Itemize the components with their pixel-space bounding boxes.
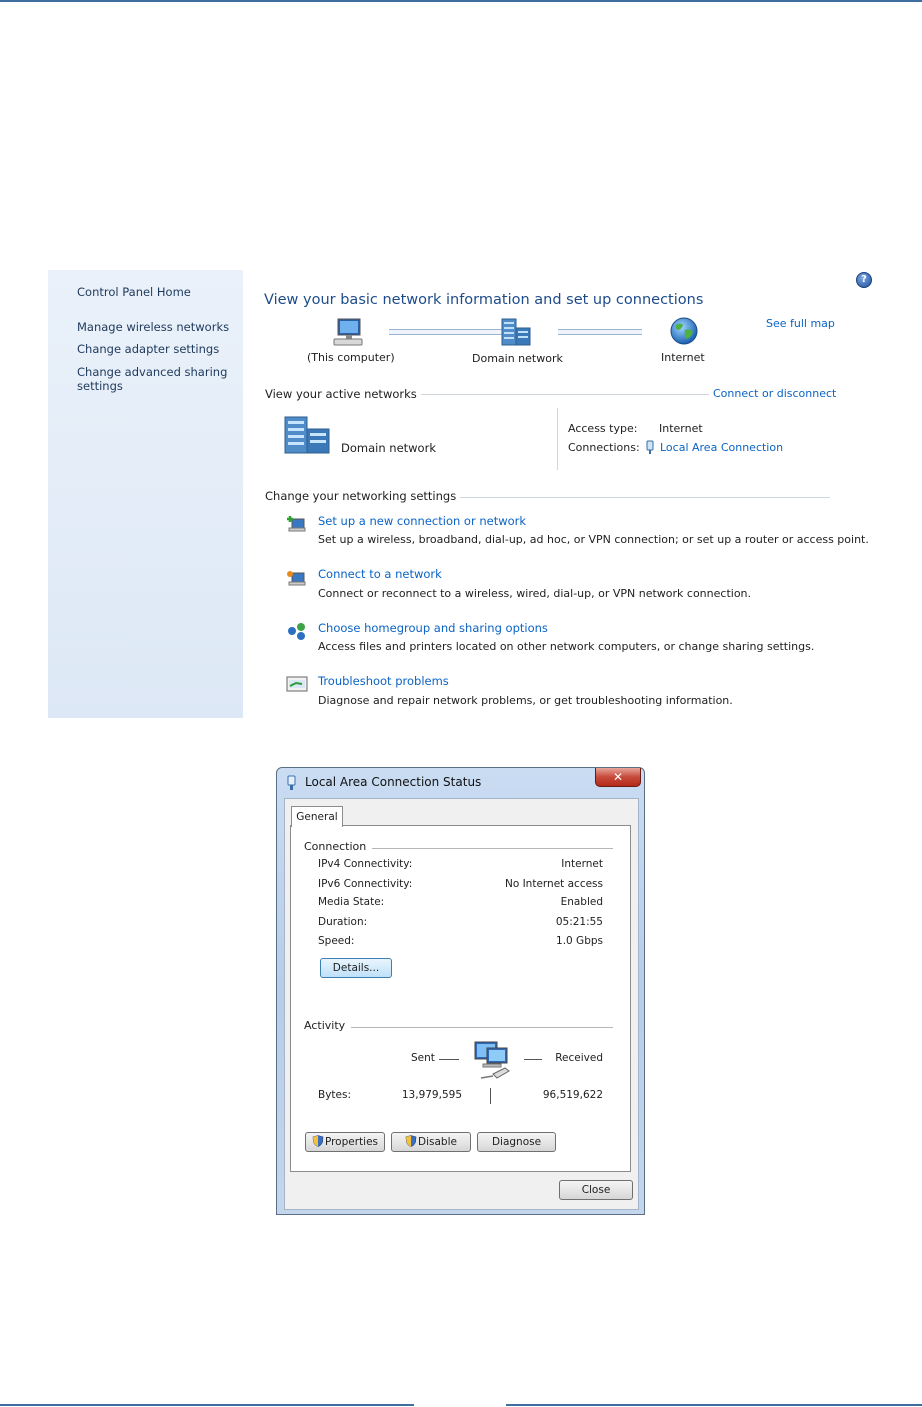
- ipv4-label: IPv4 Connectivity:: [318, 858, 413, 870]
- ipv6-value: No Internet access: [504, 878, 603, 890]
- details-button[interactable]: Details...: [320, 958, 392, 978]
- ethernet-plug-icon: [646, 440, 654, 455]
- access-type-value: Internet: [659, 422, 703, 435]
- ipv6-label: IPv6 Connectivity:: [318, 878, 413, 890]
- activity-group-heading: Activity: [304, 1019, 351, 1032]
- map-connector: [389, 329, 502, 335]
- uac-shield-icon: [405, 1135, 417, 1147]
- task-connect-network-desc: Connect or reconnect to a wireless, wired, dial-up, or VPN network connection.: [318, 587, 752, 600]
- see-full-map-link[interactable]: See full map: [766, 317, 835, 330]
- disable-button[interactable]: [391, 1132, 471, 1152]
- connections-label: Connections:: [568, 441, 640, 454]
- sent-label: Sent: [411, 1052, 435, 1064]
- received-label: Received: [555, 1052, 603, 1064]
- map-node-domain-network: Domain network: [472, 352, 563, 365]
- domain-network-large-icon: [283, 415, 331, 455]
- uac-shield-icon: [312, 1135, 324, 1147]
- page-bottom-rule: [506, 1404, 922, 1406]
- tab-general[interactable]: General: [291, 806, 343, 827]
- dialog-client-area: [284, 798, 639, 1210]
- close-button[interactable]: Close: [559, 1180, 633, 1200]
- network-activity-icon: [471, 1040, 515, 1082]
- connect-network-icon: [286, 569, 308, 587]
- page-bottom-rule: [0, 1404, 414, 1406]
- sidebar-item-manage-wireless[interactable]: Manage wireless networks: [77, 320, 230, 334]
- task-troubleshoot-link[interactable]: Troubleshoot problems: [318, 674, 449, 688]
- troubleshoot-icon: [286, 675, 308, 693]
- page-top-rule: [0, 0, 922, 2]
- sent-line: [439, 1059, 459, 1060]
- general-tab-panel: [290, 825, 631, 1172]
- bytes-label: Bytes:: [318, 1089, 352, 1101]
- media-state-value: Enabled: [560, 896, 603, 908]
- sidebar-item-change-adapter[interactable]: Change adapter settings: [77, 342, 220, 356]
- properties-button-label: Properties: [324, 1136, 379, 1148]
- sidebar-item-control-panel-home[interactable]: Control Panel Home: [77, 285, 191, 299]
- group-divider: [363, 848, 613, 849]
- page-title: View your basic network information and set up connections: [264, 292, 704, 308]
- task-homegroup-link[interactable]: Choose homegroup and sharing options: [318, 621, 548, 635]
- computer-icon: [332, 317, 364, 347]
- network-sharing-center: [48, 270, 869, 718]
- vertical-divider: [557, 408, 558, 470]
- connection-status-dialog: [276, 767, 645, 1215]
- active-networks-heading: View your active networks: [265, 387, 421, 401]
- bytes-received-value: 96,519,622: [542, 1089, 603, 1101]
- task-troubleshoot-desc: Diagnose and repair network problems, or get troubleshooting information.: [318, 694, 733, 707]
- task-setup-connection-desc: Set up a wireless, broadband, dial-up, ad hoc, or VPN connection; or set up a router or access point.: [318, 533, 869, 546]
- help-icon[interactable]: ?: [856, 272, 872, 288]
- duration-label: Duration:: [318, 916, 368, 928]
- diagnose-button[interactable]: Diagnose: [477, 1132, 556, 1152]
- map-node-this-computer: (This computer): [307, 351, 395, 364]
- received-line: [524, 1059, 542, 1060]
- duration-value: 05:21:55: [555, 916, 603, 928]
- properties-button[interactable]: [305, 1132, 385, 1152]
- connect-or-disconnect-link[interactable]: Connect or disconnect: [709, 387, 836, 400]
- domain-network-icon: [500, 317, 532, 347]
- bytes-divider: [490, 1088, 491, 1104]
- access-type-label: Access type:: [568, 422, 638, 435]
- media-state-label: Media State:: [318, 896, 385, 908]
- new-connection-icon: [286, 515, 308, 533]
- ethernet-plug-icon: [287, 775, 296, 791]
- connection-group-heading: Connection: [304, 840, 372, 853]
- group-divider: [345, 1027, 613, 1028]
- bytes-sent-value: 13,979,595: [401, 1089, 462, 1101]
- map-node-internet: Internet: [661, 351, 705, 364]
- sidebar-item-advanced-sharing[interactable]: Change advanced sharing settings: [77, 365, 228, 393]
- dialog-title: Local Area Connection Status: [305, 775, 482, 789]
- speed-value: 1.0 Gbps: [556, 935, 603, 947]
- sidebar: [48, 270, 243, 718]
- change-settings-heading: Change your networking settings: [265, 489, 460, 503]
- task-homegroup-desc: Access files and printers located on other network computers, or change sharing settings.: [318, 640, 815, 653]
- homegroup-icon: [286, 622, 308, 640]
- active-network-name: Domain network: [341, 441, 436, 455]
- disable-button-label: Disable: [418, 1136, 457, 1148]
- map-connector: [558, 329, 642, 335]
- speed-label: Speed:: [318, 935, 355, 947]
- ipv4-value: Internet: [561, 858, 603, 870]
- internet-globe-icon: [669, 316, 699, 346]
- task-connect-network-link[interactable]: Connect to a network: [318, 567, 442, 581]
- dialog-close-button[interactable]: ✕: [595, 768, 641, 787]
- local-area-connection-link[interactable]: Local Area Connection: [660, 441, 784, 454]
- task-setup-connection-link[interactable]: Set up a new connection or network: [318, 514, 527, 528]
